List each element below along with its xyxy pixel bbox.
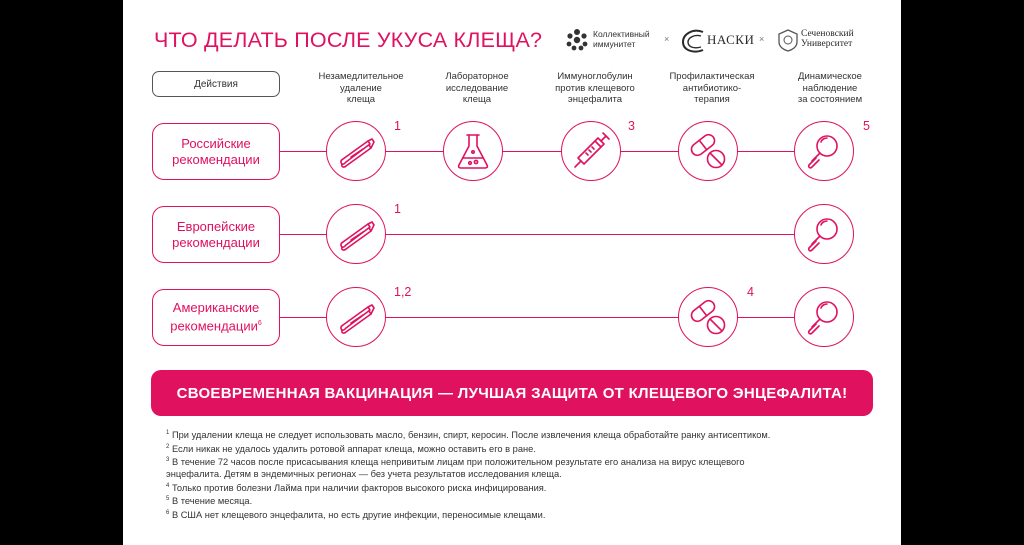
logo-separator: × — [664, 34, 670, 44]
footnote-5 — [166, 494, 866, 508]
sechenov-logo-text — [801, 29, 854, 49]
column-header-removal — [309, 71, 413, 106]
ru-observation-circle — [794, 121, 854, 181]
footnote-number: 3 — [166, 457, 170, 464]
row-label-line: Европейские — [176, 218, 256, 234]
row-label-line: рекомендации — [172, 151, 260, 167]
row-label-russian — [152, 123, 280, 180]
row-label-footnote-mark: 6 — [257, 320, 262, 328]
actions-header: Действия — [152, 71, 280, 97]
pills-icon — [679, 122, 737, 180]
footnote-text: В США нет клещевого энцефалита, но есть другие инфекции, переносимые клещами. — [171, 510, 546, 521]
column-header-immunoglobulin — [543, 71, 647, 106]
column-header-observation — [778, 71, 882, 106]
infographic-page — [123, 0, 901, 545]
col-label: антибиотико- — [682, 82, 742, 94]
col-label: наблюдение — [802, 82, 858, 94]
tweezers-icon — [327, 122, 385, 180]
footnote-text: Только против болезни Лайма при наличии факторов высокого риска инфицирования. — [171, 482, 547, 493]
ru-immunoglobulin-note: 3 — [628, 119, 635, 133]
col-label: энцефалита — [567, 94, 623, 105]
col-label: Незамедлительное — [318, 71, 404, 82]
footnote-text: энцефалита. Детям в эндемичных регионах — без учета результатов исследования клеща. — [166, 469, 562, 480]
magnifier-icon — [795, 205, 853, 263]
partner-logos — [563, 24, 893, 58]
logo-separator: × — [759, 34, 765, 44]
col-label: клеща — [462, 94, 492, 105]
naski-wave-icon — [679, 26, 707, 56]
col-label: за состоянием — [797, 94, 863, 105]
ru-antibiotics-circle — [678, 121, 738, 181]
footnote-text: При удалении клеща не следует использовать масло, бензин, спирт, керосин. После извлечения клеща обработайте ранку антисептиком. — [171, 430, 771, 441]
footnote-text: Если никак не удалось удалить ротовой аппарат клеща, можно оставить его в ране. — [171, 443, 536, 454]
syringe-icon — [562, 122, 620, 180]
footnote-text: В течение месяца. — [171, 496, 253, 507]
vaccination-banner: СВОЕВРЕМЕННАЯ ВАКЦИНАЦИЯ — ЛУЧШАЯ ЗАЩИТА ОТ КЛЕЩЕВОГО ЭНЦЕФАЛИТА! — [151, 370, 873, 416]
us-antibiotics-circle — [678, 287, 738, 347]
row-label-european — [152, 206, 280, 263]
sechenov-line1: Сеченовский — [801, 29, 854, 39]
us-removal-circle — [326, 287, 386, 347]
footnote-number: 5 — [166, 496, 170, 503]
col-label: клеща — [346, 94, 376, 105]
eu-removal-circle — [326, 204, 386, 264]
col-label: удаление — [340, 82, 382, 94]
ru-lab-circle — [443, 121, 503, 181]
collective-immunity-line1: Коллективный — [593, 29, 650, 39]
row-label-line: рекомендации — [172, 234, 260, 250]
footnote-3 — [166, 455, 866, 469]
row-label-line: рекомендации — [170, 318, 258, 334]
us-observation-circle — [794, 287, 854, 347]
footnote-4 — [166, 481, 866, 495]
footnote-text: В течение 72 часов после присасывания клеща непривитым лицам при положительном результате его анализа на вирус клещевого — [171, 457, 745, 468]
ru-removal-note: 1 — [394, 119, 401, 133]
ru-immunoglobulin-circle — [561, 121, 621, 181]
collective-immunity-logo-icon — [564, 27, 590, 53]
us-removal-note: 1,2 — [394, 285, 412, 299]
footnote-number: 4 — [166, 482, 170, 489]
footnote-6 — [166, 508, 866, 522]
tweezers-icon — [327, 288, 385, 346]
row-label-line: Российские — [181, 135, 251, 151]
col-label: Лабораторное — [445, 71, 509, 82]
footnote-number: 2 — [166, 443, 170, 450]
eu-observation-circle — [794, 204, 854, 264]
ru-observation-note: 5 — [863, 119, 870, 133]
page-title: ЧТО ДЕЛАТЬ ПОСЛЕ УКУСА КЛЕЩА? — [154, 28, 543, 52]
footnote-number: 1 — [166, 430, 170, 436]
col-label: Динамическое — [798, 71, 862, 82]
col-label: против клещевого — [555, 82, 635, 94]
footnote-number: 6 — [166, 510, 170, 517]
footnote-2 — [166, 442, 866, 456]
us-antibiotics-note: 4 — [747, 285, 754, 299]
flask-icon — [444, 122, 502, 180]
sechenov-line2: Университет — [801, 39, 853, 49]
footnote-3-continued — [166, 469, 866, 481]
collective-immunity-line2: иммунитет — [593, 39, 636, 49]
footnotes — [166, 428, 866, 522]
row-label-line: Американские — [172, 300, 260, 316]
ru-removal-circle — [326, 121, 386, 181]
col-label: Профилактическая — [669, 71, 755, 82]
naski-logo-text: НАСКИ — [707, 32, 755, 47]
col-label: Иммуноглобулин — [557, 71, 633, 82]
footnote-1 — [166, 428, 866, 442]
magnifier-icon — [795, 122, 853, 180]
row-label-american — [152, 289, 280, 346]
tweezers-icon — [327, 205, 385, 263]
eu-removal-note: 1 — [394, 202, 401, 216]
collective-immunity-logo-text — [593, 29, 650, 49]
magnifier-icon — [795, 288, 853, 346]
sechenov-seal-icon — [777, 28, 799, 52]
col-label: исследование — [445, 82, 509, 94]
column-header-antibiotics — [660, 71, 764, 106]
col-label: терапия — [694, 94, 730, 105]
pills-icon — [679, 288, 737, 346]
column-header-lab — [425, 71, 529, 106]
